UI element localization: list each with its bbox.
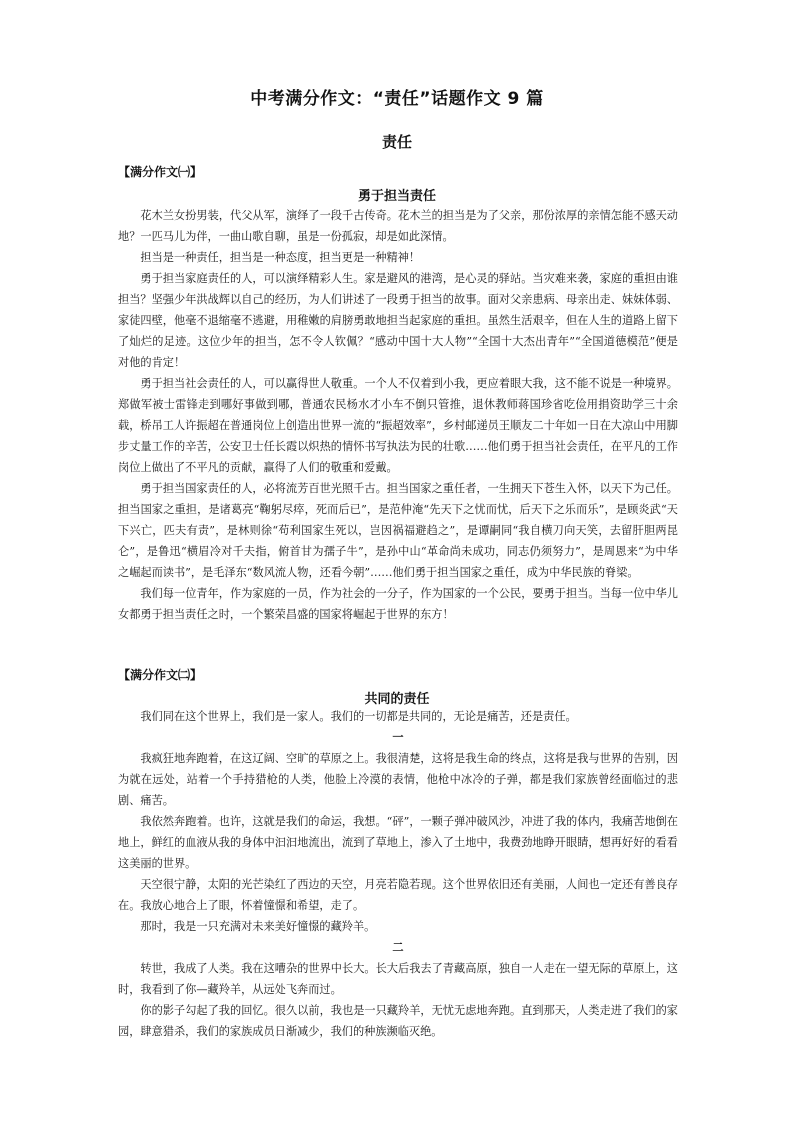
essay1-paragraph: 花木兰女扮男装，代父从军，演绎了一段千古传奇。花木兰的担当是为了父亲，那份浓厚的亲情怎能不感天动地？一匹马儿为伴，一曲山歌自聊，虽是一份孤寂，却是如此深情。	[118, 209, 678, 243]
essay2-paragraph: 那时，我是一只充满对未来美好憧憬的藏羚羊。	[140, 920, 376, 933]
document-title: 中考满分作文：“责任”话题作文 9 篇	[250, 89, 544, 109]
essay1-title: 勇于担当责任	[357, 189, 436, 204]
essay2-label: 【满分作文㈡】	[118, 668, 203, 682]
subject-title: 责任	[381, 133, 412, 151]
essay1-paragraph: 勇于担当社会责任的人，可以赢得世人敬重。一个人不仅着到小我，更应着眼大我，这不能不说是一种境界。郑做军被士雷锋走到哪好事做到哪，普通农民杨水才小车不倒只管推，退休教师蒋国珍省吃俭用捐资助学三十余载，桥吊工人许振超在普通岗位上创造出世界一流的“振超效率”，乡村邮递员王顺友二十年如一日在大凉山中用脚步丈量工作的辛苦，公安卫士任长霞以炽热的情怀书写执法为民的壮歌……他们勇于担当社会责任，在平凡的工作岗位上做出了不平凡的贡献，赢得了人们的敬重和爱戴。	[118, 377, 678, 474]
essay2-part-marker: 二	[392, 940, 404, 954]
essay1-body	[118, 205, 678, 625]
essay2-paragraph: 转世，我成了人类。我在这嘈杂的世界中长大。长大后我去了青藏高原，独自一人走在一望无际的草原上，这时，我看到了你—藏羚羊，从远处飞奔而过。	[118, 962, 678, 996]
essay1-label: 【满分作文㈠】	[118, 165, 203, 179]
essay2-title: 共同的责任	[364, 692, 430, 707]
essay2-paragraph: 你的影子勾起了我的回忆。很久以前，我也是一只藏羚羊，无忧无虑地奔跑。直到那天，人类走进了我们的家园，肆意猎杀，我们的家族成员日渐减少，我们的种族濒临灭绝。	[118, 1004, 678, 1038]
essay2-paragraph: 我疯狂地奔跑着，在这辽阔、空旷的草原之上。我很清楚，这将是我生命的终点，这将是我与世界的告别，因为就在远处，站着一个手持猎枪的人类，他脸上冷漠的表情，他枪中冰冷的子弹，都是我们家族曾经面临过的悲剧、痛苦。	[118, 752, 678, 807]
essay1-paragraph: 担当是一种责任，担当是一种态度，担当更是一种精神！	[140, 251, 421, 264]
essay1-paragraph: 我们每一位青年，作为家庭的一员，作为社会的一分子，作为国家的一个公民，要勇于担当。当每一位中华儿女都勇于担当责任之时，一个繁荣昌盛的国家将崛起于世界的东方！	[118, 587, 678, 621]
essay2-part-marker: 一	[392, 730, 404, 744]
essay2-body	[118, 706, 678, 1042]
essay2-paragraph: 我依然奔跑着。也许，这就是我们的命运，我想。“砰”，一颗子弹冲破风沙，冲进了我的体内，我痛苦地倒在地上，鲜红的血液从我的身体中汩汩地流出，流到了草地上，渗入了土地中，我费劲地睁开眼睛，想再好好的看看这美丽的世界。	[118, 815, 678, 870]
essay1-paragraph: 勇于担当国家责任的人，必将流芳百世光照千古。担当国家之重任者，一生拥天下苍生入怀，以天下为己任。担当国家之重担，是诸葛亮“鞠躬尽瘁，死而后已”，是范仲淹“先天下之忧而忧，后天下之乐而乐”，是顾炎武“天下兴亡，匹夫有责”，是林则徐“苟利国家生死以，岂因祸福避趋之”，是谭嗣同“我自横刀向天笑，去留肝胆两昆仑”，是鲁迅“横眉冷对千夫指，俯首甘为孺子牛”，是孙中山“革命尚未成功，同志仍须努力”，是周恩来“为中华之崛起而读书”，是毛泽东“数风流人物，还看今朝”……他们勇于担当国家之重任，成为中华民族的脊梁。	[118, 482, 678, 579]
essay2-intro: 我们同在这个世界上，我们是一家人。我们的一切都是共同的，无论是痛苦，还是责任。	[140, 710, 577, 723]
essay2-paragraph: 天空很宁静，太阳的光芒染红了西边的天空，月亮若隐若现。这个世界依旧还有美丽，人间也一定还有善良存在。我放心地合上了眼，怀着憧憬和希望，走了。	[118, 878, 678, 912]
essay1-paragraph: 勇于担当家庭责任的人，可以演绎精彩人生。家是避风的港湾，是心灵的驿站。当灾难来袭，家庭的重担由谁担当？坚强少年洪战辉以自己的经历，为人们讲述了一段勇于担当的故事。面对父亲患病、母亲出走、妹妹体弱、家徒四壁，他毫不退缩毫不逃避，用稚嫩的肩膀勇敢地担当起家庭的重担。虽然生活艰辛，但在人生的道路上留下了灿烂的足迹。这位少年的担当，怎不令人钦佩？“感动中国十大人物”“全国十大杰出青年”“全国道德模范”便是对他的肯定！	[118, 272, 678, 369]
